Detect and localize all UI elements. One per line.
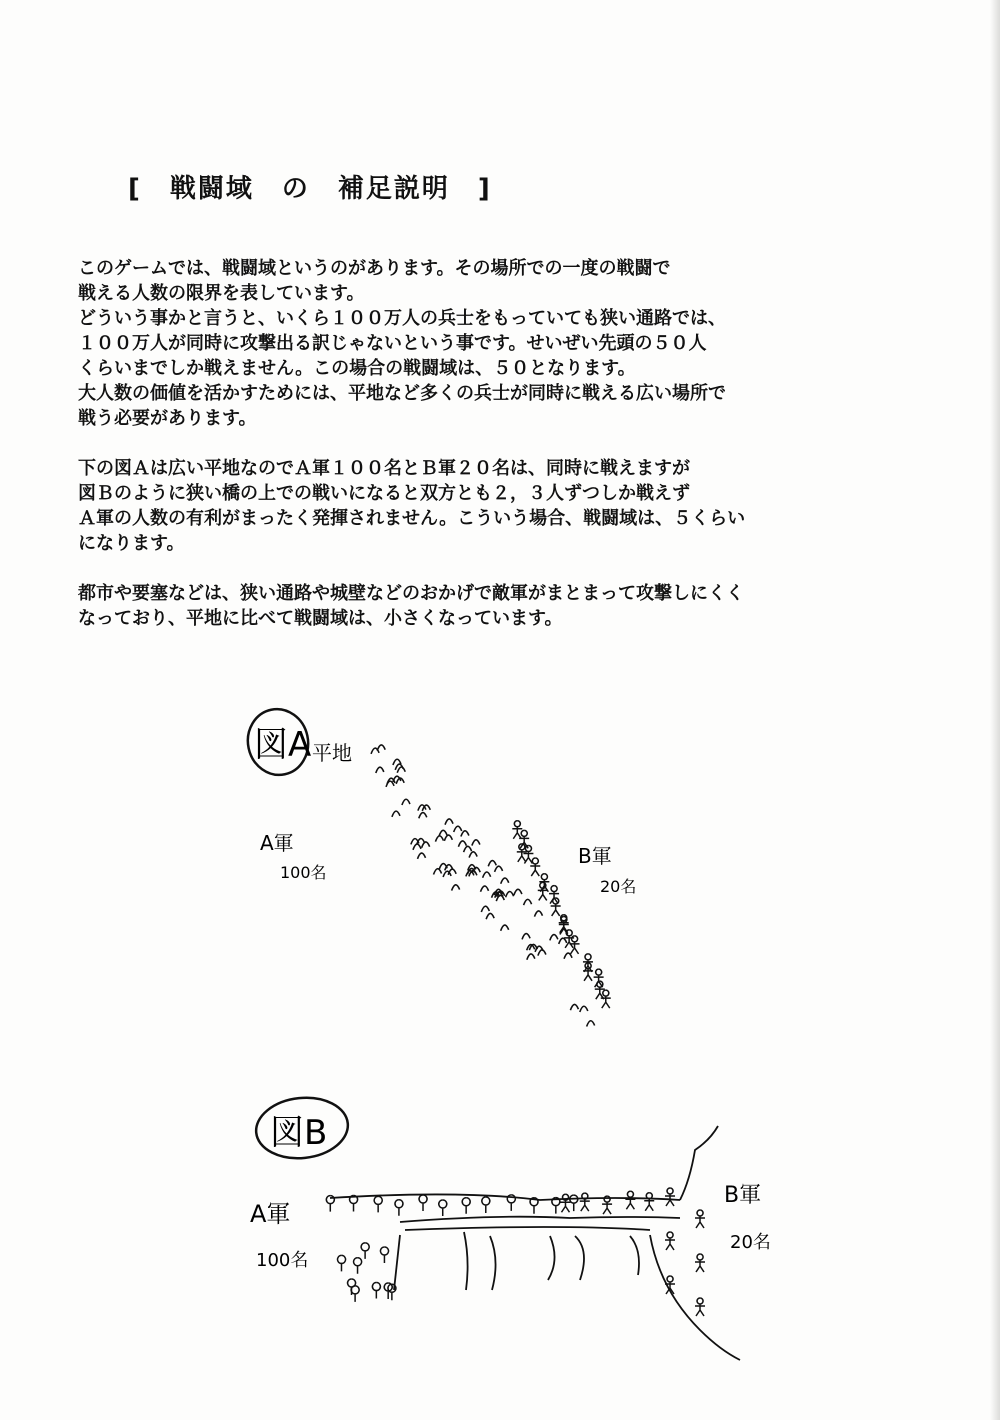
figure-a-sketch <box>240 680 660 1060</box>
soldier-mark <box>486 913 494 919</box>
soldier-mark <box>570 1195 578 1211</box>
soldier-mark <box>350 1196 358 1212</box>
soldier-mark <box>434 869 442 875</box>
army-a-crowd <box>371 745 595 1027</box>
soldier-mark <box>338 1255 346 1271</box>
soldier-mark <box>452 885 460 891</box>
soldier-mark <box>413 844 421 850</box>
paragraph-cities <box>78 581 858 631</box>
text-line: どういう事かと言うと、いくら１００万人の兵士をもっていても狭い通路では、 <box>78 308 726 329</box>
soldier-mark <box>481 886 489 892</box>
soldier-mark <box>462 1198 470 1214</box>
text-line: Ａ軍の人数の有利がまったく発揮されません。こういう場合、戦闘域は、５くらい <box>78 508 746 529</box>
text-line: 下の図Ａは広い平地なのでＡ軍１００名とＢ軍２０名は、同時に戦えますが <box>78 458 690 479</box>
soldier-mark <box>527 954 535 960</box>
soldier-figure <box>601 990 611 1008</box>
text-line: になります。 <box>78 533 185 554</box>
soldier-mark <box>469 852 477 858</box>
soldier-mark <box>395 1200 403 1216</box>
army-b-bridge-soldiers <box>560 1188 705 1316</box>
figure-a-terrain-label: 平地 <box>312 741 352 765</box>
soldier-figure <box>538 882 548 900</box>
soldier-mark <box>443 871 451 877</box>
soldier-mark <box>454 826 462 832</box>
text-line: このゲームでは、戦闘域というのがあります。その場所での一度の戦闘で <box>78 258 671 279</box>
figure-a-army-b-label: B軍 <box>578 844 612 868</box>
soldier-mark <box>354 1258 362 1274</box>
soldier-figure <box>695 1298 705 1316</box>
soldier-mark <box>570 1004 578 1010</box>
soldier-mark <box>524 899 532 905</box>
soldier-mark <box>538 950 546 956</box>
text-line: 大人数の価値を活かすためには、平地など多くの兵士が同時に戦える広い場所で <box>78 383 726 404</box>
paragraph-figures <box>78 456 858 556</box>
text-line: 図Ｂのように狭い橋の上での戦いになると双方とも２，３人ずつしか戦えず <box>78 483 690 504</box>
soldier-figure <box>665 1232 675 1250</box>
soldier-mark <box>481 906 489 912</box>
soldier-figure <box>644 1193 654 1211</box>
soldier-mark <box>402 799 410 805</box>
soldier-mark <box>458 841 466 847</box>
soldier-mark <box>534 911 542 917</box>
figure-a-army-b-count: 20名 <box>600 877 637 896</box>
bridge-drawing <box>330 1126 740 1360</box>
soldier-figure <box>512 821 522 839</box>
soldier-mark <box>472 840 480 846</box>
figure-a-army-a-count: 100名 <box>280 863 327 882</box>
page-title: [ 戦闘域 の 補足説明 ] <box>128 174 492 204</box>
figure-b-badge-label: 図B <box>270 1113 328 1153</box>
soldier-mark <box>376 767 384 773</box>
soldier-mark <box>439 1200 447 1216</box>
text-line: １００万人が同時に攻撃出る訳じゃないという事です。せいぜい先頭の５０人 <box>78 333 707 354</box>
soldier-mark <box>483 872 491 878</box>
soldier-mark <box>397 767 405 773</box>
text-line: なっており、平地に比べて戦闘域は、小さくなっています。 <box>78 608 563 629</box>
soldier-mark <box>559 938 567 944</box>
soldier-mark <box>351 1286 359 1302</box>
paragraph-intro <box>78 256 858 431</box>
soldier-mark <box>374 1196 382 1212</box>
soldier-mark <box>464 846 472 852</box>
army-a-bridge-crowd <box>326 1195 577 1302</box>
soldier-figure <box>580 1193 590 1211</box>
page-edge <box>990 0 1000 1420</box>
soldier-figure <box>530 858 540 876</box>
soldier-mark <box>422 842 430 848</box>
soldier-figure <box>549 886 559 904</box>
soldier-mark <box>580 1006 588 1012</box>
soldier-mark <box>506 892 514 898</box>
soldier-mark <box>419 1195 427 1211</box>
soldier-mark <box>495 866 503 872</box>
soldier-figure <box>695 1210 705 1228</box>
soldier-figure <box>695 1254 705 1272</box>
soldier-mark <box>435 836 443 842</box>
figure-a-badge <box>242 703 314 780</box>
soldier-mark <box>361 1243 369 1259</box>
figure-a-army-a-label: A軍 <box>260 831 294 855</box>
soldier-figure <box>625 1191 635 1209</box>
soldier-mark <box>482 1197 490 1213</box>
soldier-mark <box>419 813 427 819</box>
figure-b-sketch <box>240 1090 800 1380</box>
text-line: 戦える人数の限界を表しています。 <box>78 283 365 304</box>
soldier-figure <box>564 930 574 948</box>
soldier-figure <box>560 1194 570 1212</box>
text-line: くらいまでしか戦えません。この場合の戦闘域は、５０となります。 <box>78 358 636 379</box>
soldier-mark <box>488 861 496 867</box>
soldier-mark <box>550 935 558 941</box>
soldier-mark <box>501 925 509 931</box>
soldier-mark <box>444 835 452 841</box>
soldier-mark <box>522 934 530 940</box>
text-line: 都市や要塞などは、狭い通路や城壁などのおかげで敵軍がまとまって攻撃しにくく <box>78 583 744 604</box>
figure-a-badge-label: 図A <box>254 725 312 765</box>
figure-b-army-a-count: 100名 <box>256 1250 309 1271</box>
soldier-mark <box>380 1247 388 1263</box>
soldier-mark <box>392 811 400 817</box>
figure-b-badge <box>253 1093 351 1162</box>
figure-b-army-a-label: A軍 <box>250 1200 291 1228</box>
soldier-mark <box>501 878 509 884</box>
soldier-mark <box>514 889 522 895</box>
soldier-mark <box>418 853 426 859</box>
figure-b-army-b-label: B軍 <box>724 1183 762 1208</box>
soldier-figure <box>665 1188 675 1206</box>
figure-b-army-b-count: 20名 <box>730 1232 771 1253</box>
soldier-mark <box>461 831 469 837</box>
soldier-mark <box>372 1283 380 1299</box>
soldier-mark <box>445 819 453 825</box>
soldier-mark <box>587 1021 595 1027</box>
text-line: 戦う必要があります。 <box>78 408 257 429</box>
